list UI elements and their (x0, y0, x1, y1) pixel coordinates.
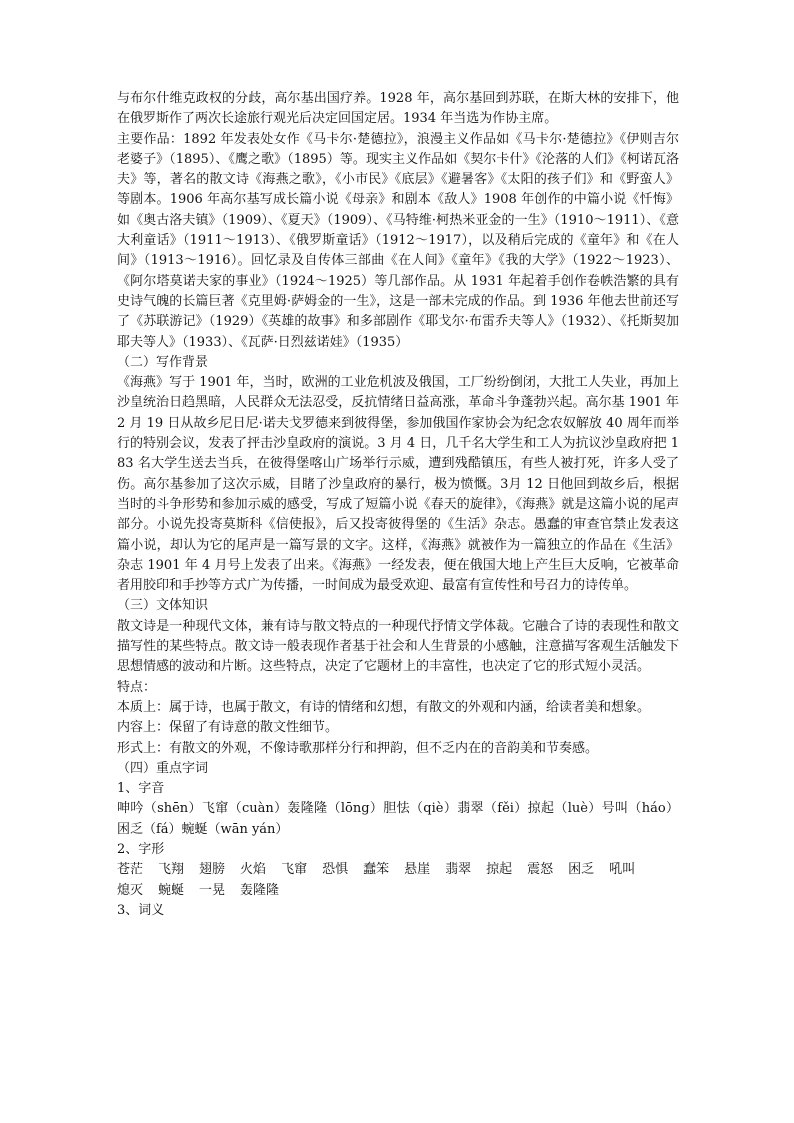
paragraph-gorky-return: 与布尔什维克政权的分歧，高尔基出国疗养。1928 年，高尔基回到苏联，在斯大林的安排下，他在俄罗斯作了两次长途旅行观光后决定回国定居。1934 年当选为作协主席。 (117, 91, 679, 127)
paragraph-background: 《海燕》写于 1901 年，当时，欧洲的工业危机波及俄国，工厂纷纷倒闭，大批工人失业，再加上沙皇统治日趋黑暗，人民群众无法忍受，反抗情绪日益高涨，革命斗争蓬勃兴起。高尔基 1901 年 2 月 19 日从故乡尼日尼·诺夫戈罗德来到彼得堡，参加俄国作家协会为纪念农奴解放 40 周年而举行的特别会议，发表了抨击沙皇政府的演说。3 月 4 日，几千名大学生和工人为抗议沙皇政府把 183 名大学生送去当兵，在彼得堡喀山广场举行示威，遭到残酷镇压，有些人被打死，许多人受了伤。高尔基参加了这次示威，目睹了沙皇政府的暴行，极为愤慨。3月 12 日他回到故乡后，根据当时的斗争形势和参加示威的感受，写成了短篇小说《春天的旋律》，《海燕》就是这篇小说的尾声部分。小说先投寄莫斯科《信使报》，后又投寄彼得堡的《生活》杂志。愚蠢的审查官禁止发表这篇小说，却认为它的尾声是一篇写景的文字。这样，《海燕》就被作为一篇独立的作品在《生活》杂志 1901 年 4 月号上发表了出来。《海燕》一经发表，便在俄国大地上产生巨大反响，它被革命者用胶印和手抄等方式广为传播，一时间成为最受欢迎、最富有宣传性和号召力的诗传单。 (117, 375, 679, 594)
heading-key-words: （四）重点字词 (117, 760, 209, 776)
feature-essence: 本质上：属于诗，也属于散文，有诗的情绪和幻想，有散文的外观和内涵，给读者美和想象。 (117, 699, 651, 715)
word-list-row-2 (117, 881, 679, 901)
word-item: 震怒 (527, 862, 554, 878)
word-item: 翡翠 (445, 862, 472, 878)
subheading-pronunciation: 1、字音 (117, 781, 165, 797)
heading-writing-background: （二）写作背景 (117, 354, 209, 370)
word-item: 火焰 (240, 862, 267, 878)
word-item: 吼叫 (609, 862, 636, 878)
word-item: 困乏 (568, 862, 595, 878)
paragraph-prose-poem: 散文诗是一种现代文体，兼有诗与散文特点的一种现代抒情文学体裁。它融合了诗的表现性和散文描写性的某些特点。散文诗一般表现作者基于社会和人生背景的小感触，注意描写客观生活触发下思想情感的波动和片断。这些特点，决定了它题材上的丰富性，也决定了它的形式短小灵活。 (117, 618, 679, 675)
word-item: 蠢笨 (363, 862, 390, 878)
subheading-character-form: 2、字形 (117, 841, 165, 857)
word-item: 轰隆隆 (240, 882, 280, 898)
word-item: 一晃 (199, 882, 226, 898)
word-item: 悬崖 (404, 862, 431, 878)
word-item: 掠起 (486, 862, 513, 878)
label-features: 特点： (117, 679, 157, 695)
word-item: 恐惧 (322, 862, 349, 878)
document-page (117, 89, 679, 921)
word-item: 蜿蜒 (158, 882, 185, 898)
word-list-row-1 (117, 860, 679, 880)
word-item: 翅膀 (199, 862, 226, 878)
word-item: 苍茫 (117, 862, 144, 878)
feature-content: 内容上：保留了有诗意的散文性细节。 (117, 720, 339, 736)
subheading-word-meaning: 3、词义 (117, 902, 165, 918)
pronunciation-list: 呻吟（shēn）飞窜（cuàn）轰隆隆（lōng）胆怯（qiè）翡翠（fěi）掠起（luè）号叫（háo）困乏（fá）蜿蜒（wān yán） (117, 801, 679, 837)
word-item: 熄灭 (117, 882, 144, 898)
word-item: 飞窜 (281, 862, 308, 878)
word-item: 飞翔 (158, 862, 185, 878)
heading-genre-knowledge: （三）文体知识 (117, 598, 209, 614)
paragraph-major-works: 主要作品：1892 年发表处女作《马卡尔·楚德拉》，浪漫主义作品如《马卡尔·楚德拉》《伊则吉尔老婆子》（1895）、《鹰之歌》（1895）等。现实主义作品如《契尔卡什》《沦落的人们》《柯诺瓦洛夫》等，著名的散文诗《海燕之歌》，《小市民》《底层》《避暑客》《太阳的孩子们》和《野蛮人》等剧本。1906 年高尔基写成长篇小说《母亲》和剧本《敌人》1908 年创作的中篇小说《忏悔》如《奥古洛夫镇》（1909）、《夏天》（1909）、《马特维·柯热米亚金的一生》（1910～1911）、《意大利童话》（1911～1913）、《俄罗斯童话》（1912～1917），以及稍后完成的《童年》和《在人间》（1913～1916）。回忆录及自传体三部曲《在人间》《童年》《我的大学》（1922～1923）、《阿尔塔莫诺夫家的事业》（1924～1925）等几部作品。从 1931 年起着手创作卷帙浩繁的具有史诗气魄的长篇巨著《克里姆·萨姆金的一生》，这是一部未完成的作品。到 1936 年他去世前还写了《苏联游记》（1929）《英雄的故事》和多部剧作《耶戈尔·布雷乔夫等人》（1932）、《托斯契加耶夫等人》（1933）、《瓦萨·日烈兹诺娃》（1935） (117, 131, 679, 350)
feature-form: 形式上：有散文的外观，不像诗歌那样分行和押韵，但不乏内在的音韵美和节奏感。 (117, 740, 599, 756)
